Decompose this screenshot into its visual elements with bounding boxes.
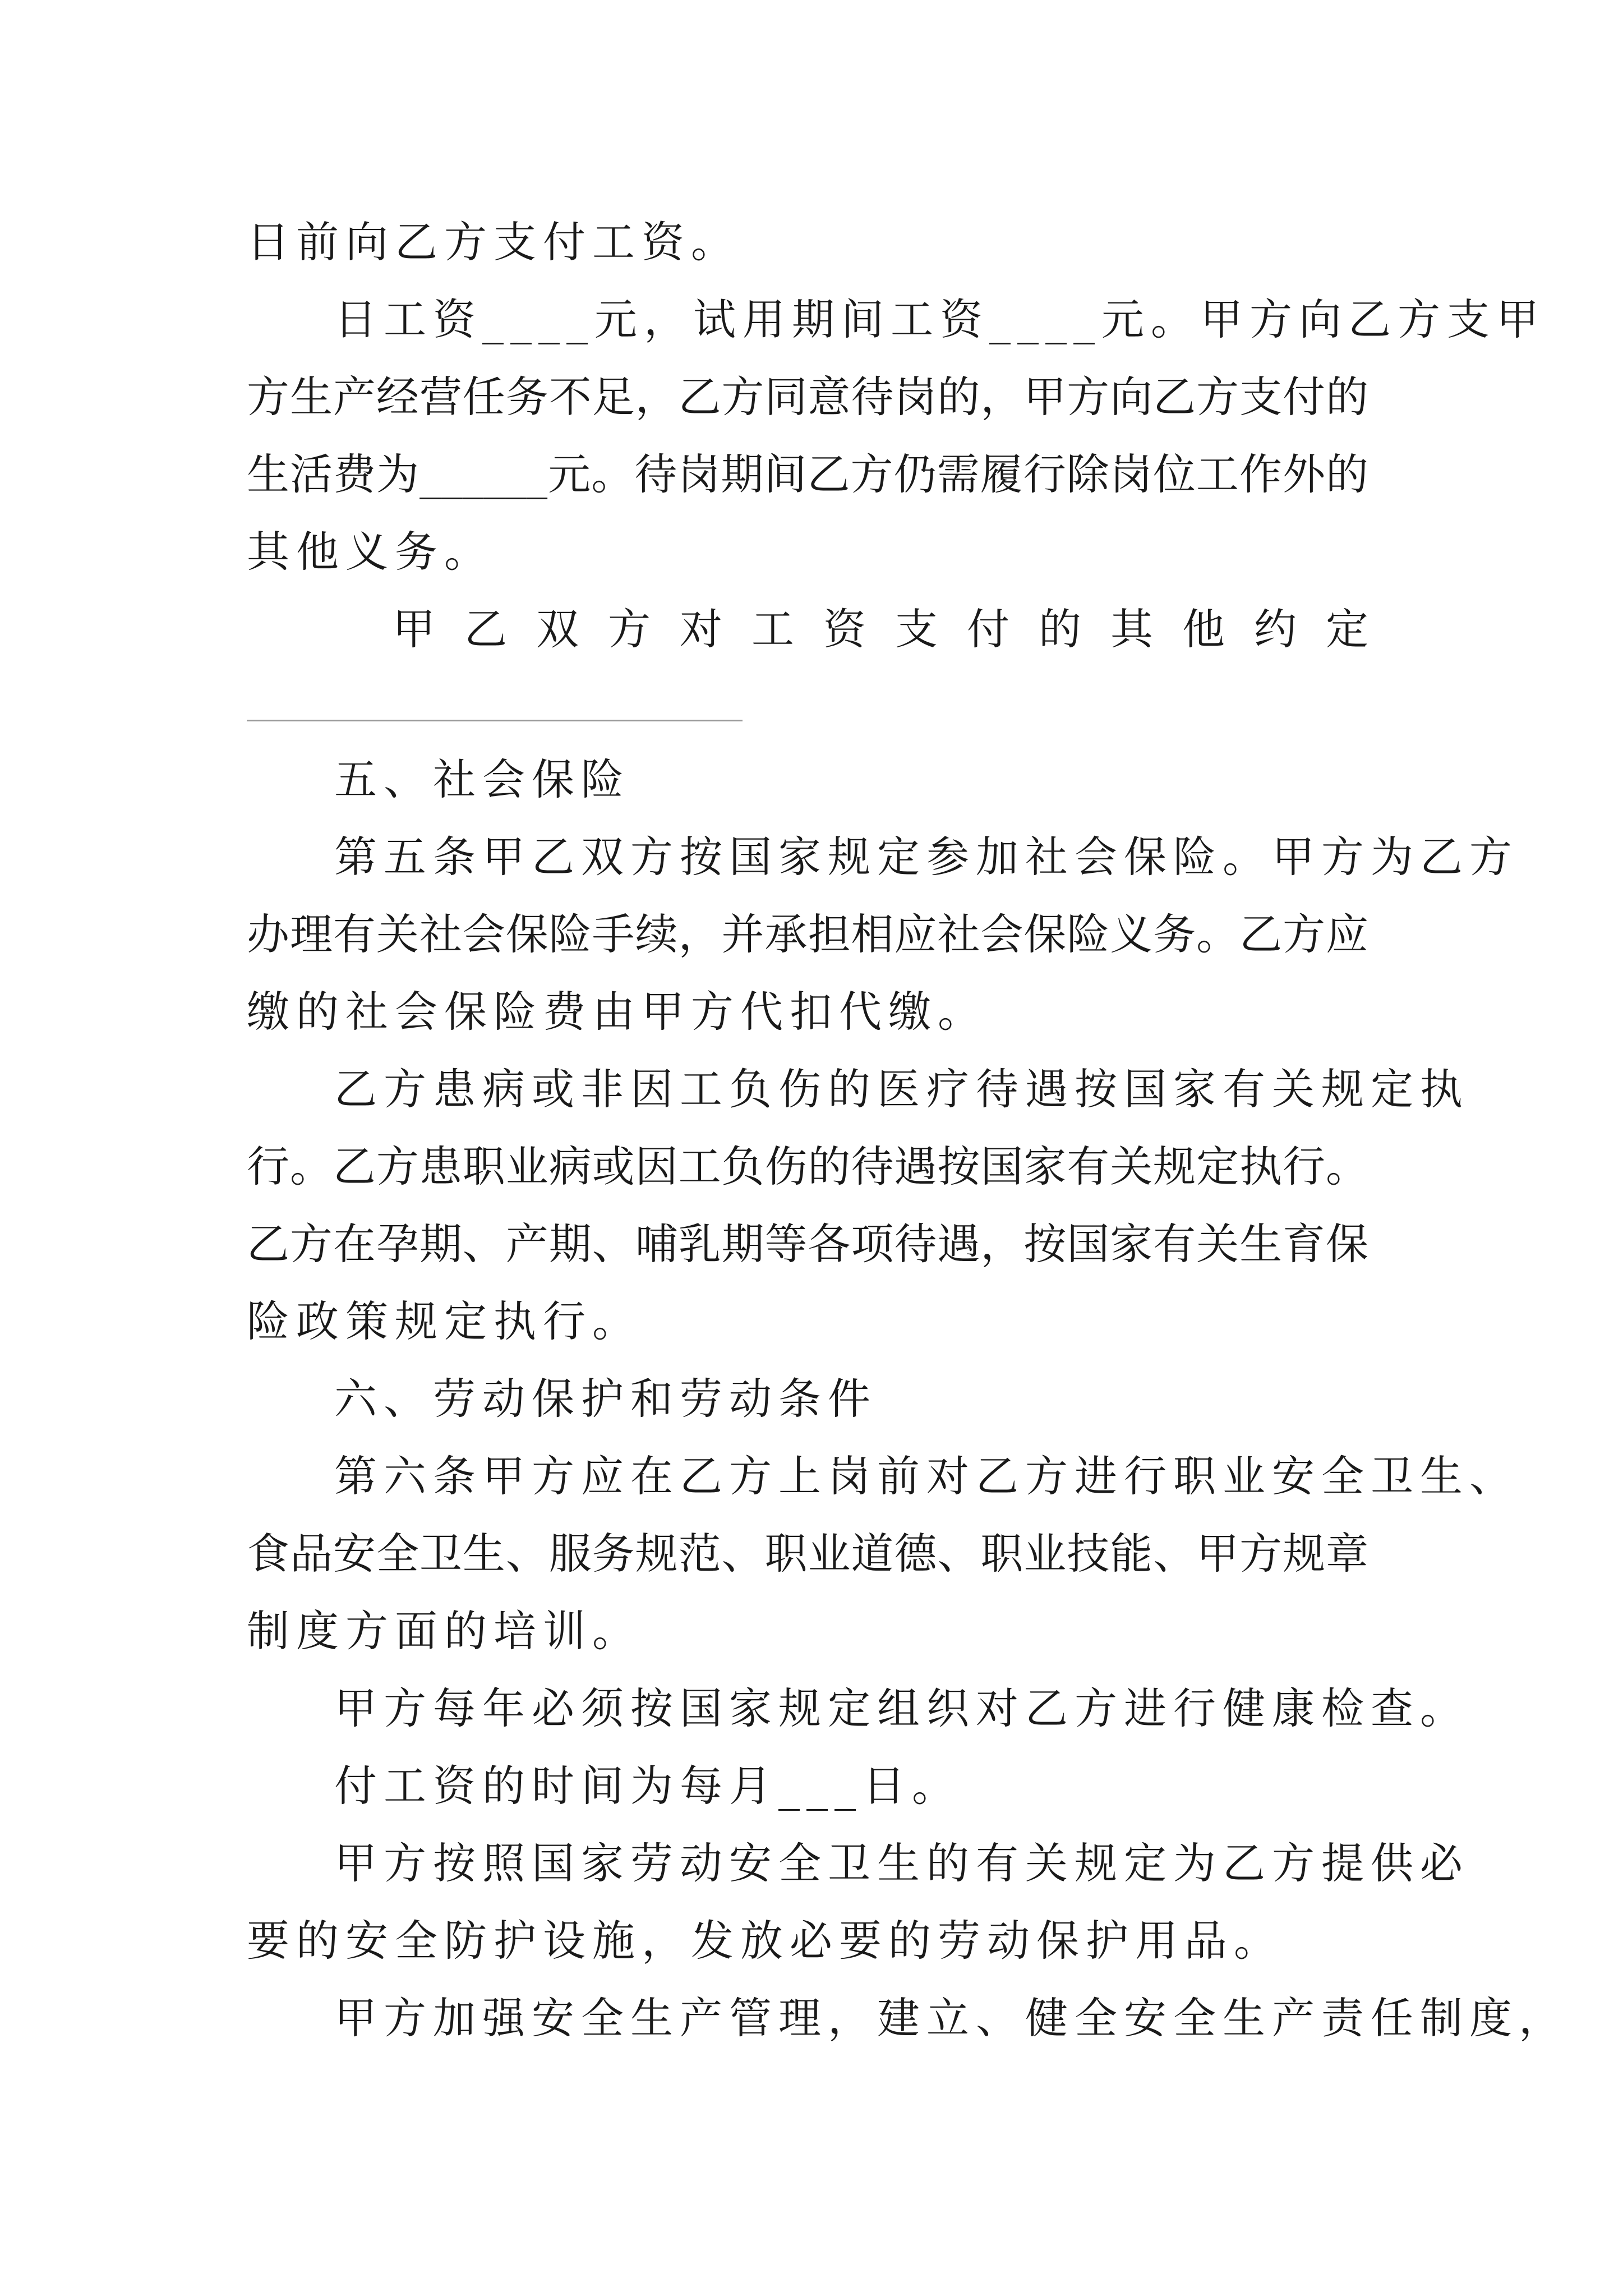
text-line: 日前向乙方支付工资。: [247, 217, 740, 267]
text-line: 险政策规定执行。: [247, 1296, 642, 1346]
text-line: 甲方按照国家劳动安全卫生的有关规定为乙方提供必: [334, 1838, 1469, 1888]
text-line: 甲方每年必须按国家规定组织对乙方进行健康检查。: [334, 1683, 1469, 1733]
text-line: 行。乙方患职业病或因工负伤的待遇按国家有关规定执行。: [247, 1142, 1368, 1191]
text-line: 乙方在孕期、产期、哺乳期等各项待遇，按国家有关生育保: [247, 1219, 1368, 1269]
section-heading: 六、劳动保护和劳动条件: [334, 1374, 877, 1424]
text-line: 方生产经营任务不足，乙方同意待岗的，甲方向乙方支付的: [247, 372, 1368, 422]
text-line: 要的安全防护设施，发放必要的劳动保护用品。: [247, 1916, 1283, 1966]
text-line: 制度方面的培训。: [247, 1606, 642, 1656]
text-line: 日工资____元，试用期间工资____元。甲方向乙方支甲: [334, 295, 1546, 344]
section-heading: 五、社会保险: [334, 754, 630, 804]
spaced-heading-line: 甲乙双方对工资支付的其他约定: [393, 604, 1368, 654]
text-line: 缴的社会保险费由甲方代扣代缴。: [247, 987, 987, 1037]
text-line: 付工资的时间为每月___日。: [334, 1761, 961, 1811]
text-line: 第五条甲乙双方按国家规定参加社会保险。甲方为乙方: [334, 832, 1519, 882]
text-line: 第六条甲方应在乙方上岗前对乙方进行职业安全卫生、: [334, 1451, 1519, 1501]
text-line: 甲方加强安全生产管理，建立、健全安全生产责任制度，: [334, 1993, 1568, 2043]
text-line: 乙方患病或非因工负伤的医疗待遇按国家有关规定执: [334, 1064, 1469, 1114]
text-line: 办理有关社会保险手续，并承担相应社会保险义务。乙方应: [247, 909, 1368, 959]
text-line: 食品安全卫生、服务规范、职业道德、职业技能、甲方规章: [247, 1529, 1368, 1579]
text-line: 其他义务。: [247, 527, 494, 577]
fill-in-blank-rule: [247, 720, 743, 721]
text-line: 生活费为______元。待岗期间乙方仍需履行除岗位工作外的: [247, 449, 1368, 499]
